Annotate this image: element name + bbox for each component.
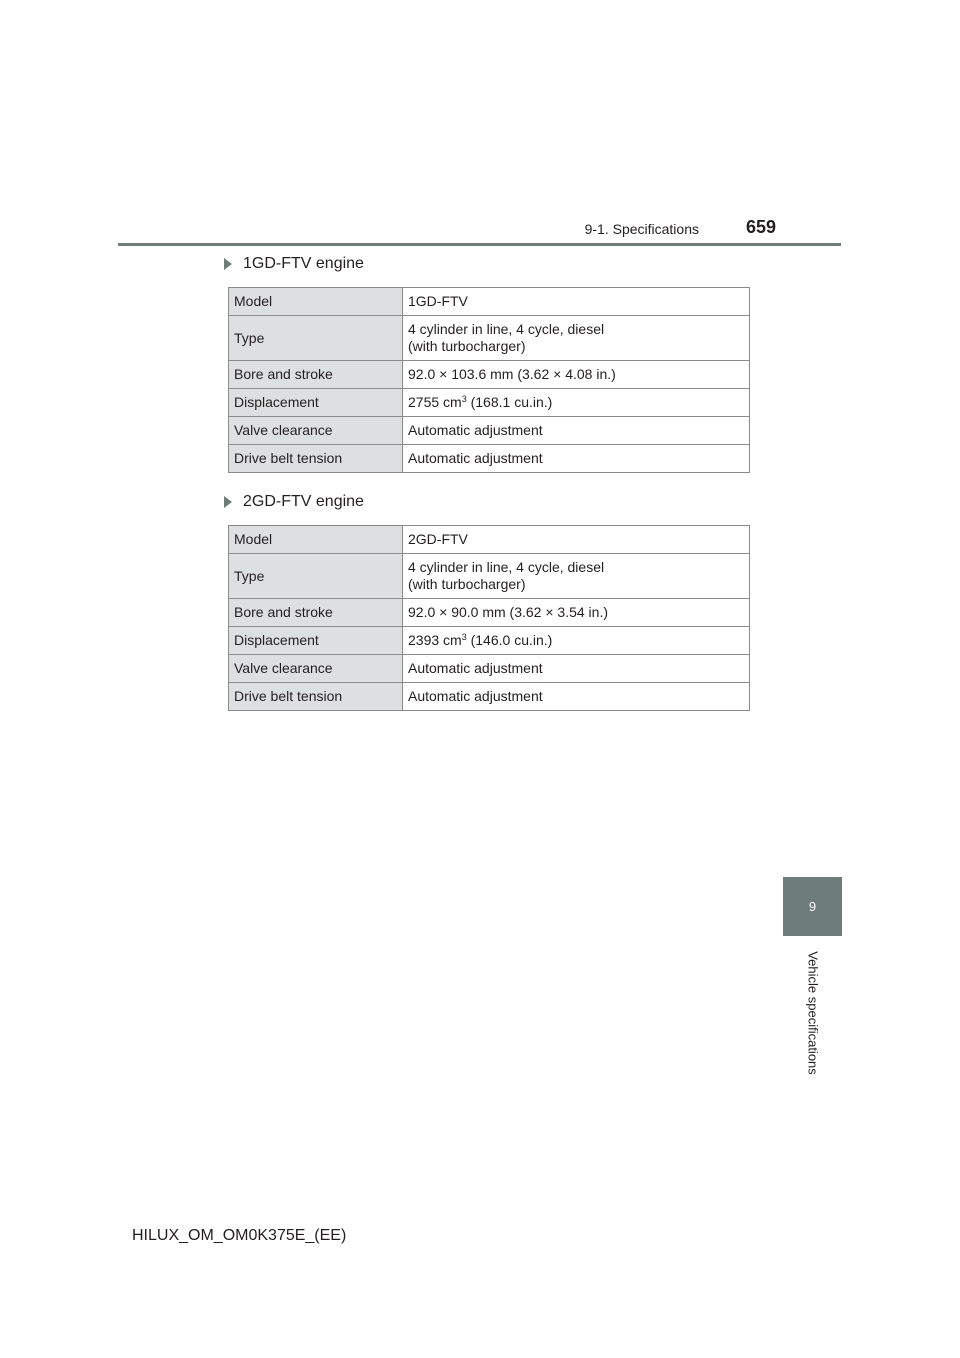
table-row bbox=[229, 445, 750, 473]
row-label: Model bbox=[229, 288, 403, 316]
row-value bbox=[403, 316, 750, 361]
row-value: 92.0 × 90.0 mm (3.62 × 3.54 in.) bbox=[403, 599, 750, 627]
row-label: Drive belt tension bbox=[229, 683, 403, 711]
row-label: Type bbox=[229, 554, 403, 599]
row-value-line-1: 4 cylinder in line, 4 cycle, diesel bbox=[408, 321, 605, 337]
row-value bbox=[403, 554, 750, 599]
unit-exponent: 3 bbox=[461, 394, 467, 404]
triangle-bullet-icon bbox=[224, 258, 232, 270]
table-row bbox=[229, 417, 750, 445]
row-value-line-2: (with turbocharger) bbox=[408, 576, 526, 592]
table-row bbox=[229, 627, 750, 655]
spec-table-1gd bbox=[228, 287, 750, 473]
table-row bbox=[229, 316, 750, 361]
engine-heading-text: 2GD-FTV engine bbox=[243, 493, 364, 510]
row-value bbox=[403, 389, 750, 417]
row-label: Displacement bbox=[229, 389, 403, 417]
table-row bbox=[229, 526, 750, 554]
row-value: Automatic adjustment bbox=[403, 417, 750, 445]
row-label: Valve clearance bbox=[229, 655, 403, 683]
table-row bbox=[229, 361, 750, 389]
chapter-title: Vehicle specifications bbox=[805, 951, 821, 1075]
table-row bbox=[229, 655, 750, 683]
row-value-line-1: 4 cylinder in line, 4 cycle, diesel bbox=[408, 559, 605, 575]
engine-heading-2gd bbox=[224, 493, 364, 511]
header-divider bbox=[118, 243, 841, 246]
row-value: 2GD-FTV bbox=[403, 526, 750, 554]
row-value: Automatic adjustment bbox=[403, 683, 750, 711]
displacement-imperial: (168.1 cu.in.) bbox=[466, 394, 553, 410]
row-label: Drive belt tension bbox=[229, 445, 403, 473]
chapter-number: 9 bbox=[808, 899, 817, 914]
row-label: Bore and stroke bbox=[229, 599, 403, 627]
row-label: Model bbox=[229, 526, 403, 554]
unit-exponent: 3 bbox=[461, 632, 467, 642]
row-value: Automatic adjustment bbox=[403, 655, 750, 683]
table-row bbox=[229, 599, 750, 627]
document-code: HILUX_OM_OM0K375E_(EE) bbox=[132, 1227, 347, 1244]
table-row bbox=[229, 683, 750, 711]
row-value: Automatic adjustment bbox=[403, 445, 750, 473]
displacement-value: 2755 cm bbox=[408, 394, 462, 410]
table-row bbox=[229, 288, 750, 316]
row-value bbox=[403, 627, 750, 655]
table-row bbox=[229, 389, 750, 417]
chapter-tab bbox=[783, 877, 842, 936]
row-label: Bore and stroke bbox=[229, 361, 403, 389]
triangle-bullet-icon bbox=[224, 496, 232, 508]
row-value: 1GD-FTV bbox=[403, 288, 750, 316]
section-title: 9-1. Specifications bbox=[584, 221, 699, 237]
row-label: Type bbox=[229, 316, 403, 361]
row-value-line-2: (with turbocharger) bbox=[408, 338, 526, 354]
row-value: 92.0 × 103.6 mm (3.62 × 4.08 in.) bbox=[403, 361, 750, 389]
row-label: Displacement bbox=[229, 627, 403, 655]
table-row bbox=[229, 554, 750, 599]
displacement-imperial: (146.0 cu.in.) bbox=[466, 632, 553, 648]
engine-heading-1gd bbox=[224, 255, 364, 273]
engine-heading-text: 1GD-FTV engine bbox=[243, 255, 364, 272]
spec-table-2gd bbox=[228, 525, 750, 711]
page-number: 659 bbox=[745, 217, 776, 237]
displacement-value: 2393 cm bbox=[408, 632, 462, 648]
row-label: Valve clearance bbox=[229, 417, 403, 445]
